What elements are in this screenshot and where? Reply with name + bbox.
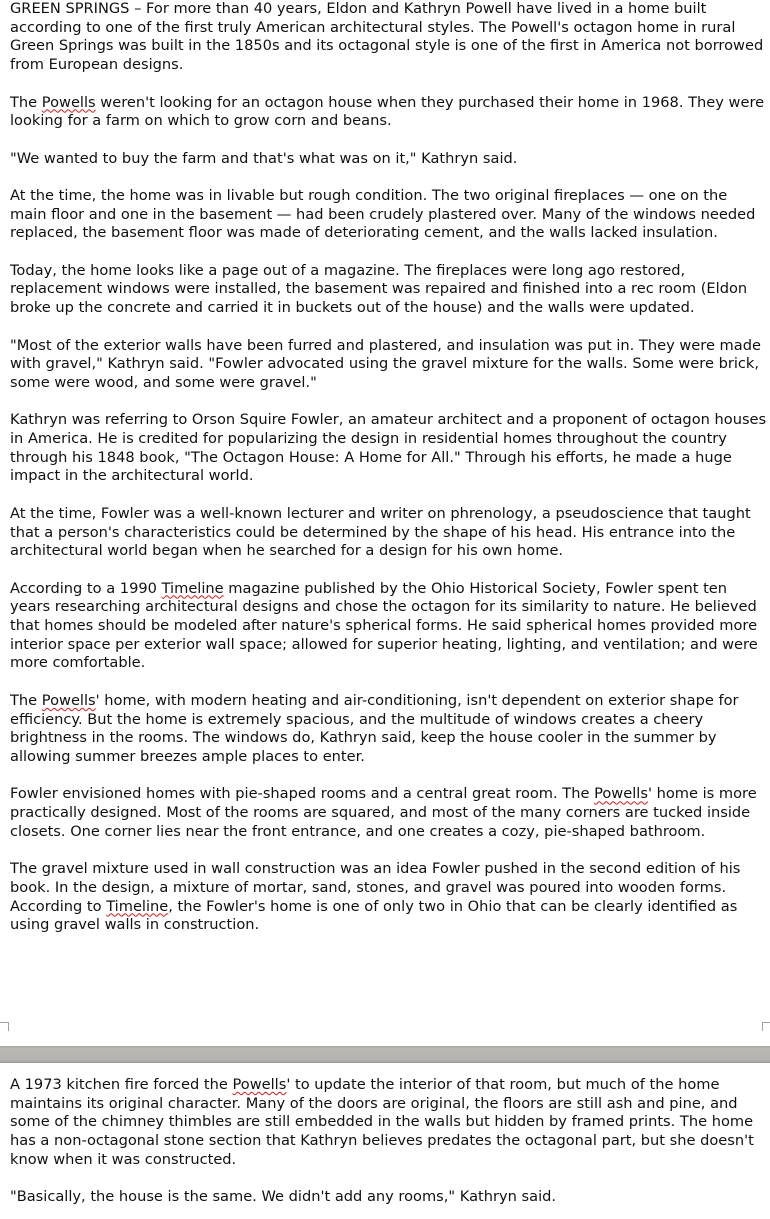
paragraph-9[interactable] (10, 580, 767, 674)
page-gap-divider (0, 1046, 770, 1063)
page-1-text[interactable] (10, 0, 767, 954)
text-run: magazine published by the Ohio Historical Society, Fowler spent ten years researching architectural designs and chose the octagon for its similarity to nature. He believed that homes should be modeled after nature's spherical forms. He said spherical homes provided more interior space per exterior wall space; allowed for superior heating, lighting, and ventilation; and were more comfortable. (10, 579, 758, 672)
page-corner-mark (762, 1022, 770, 1031)
page-corner-mark (0, 1022, 9, 1031)
page-2-text[interactable] (10, 1076, 767, 1219)
misspelled-word[interactable]: Powells (594, 785, 648, 803)
paragraph-5[interactable]: Today, the home looks like a page out of a magazine. The fireplaces were long ago restored, replacement windows were installed, the basement was repaired and finished into a rec room (Eldon broke up the concrete and carried it in buckets out of the house) and the walls were updated. (10, 261, 748, 317)
paragraph-1[interactable]: GREEN SPRINGS – For more than 40 years, Eldon and Kathryn Powell have lived in a home built according to one of the first truly American architectural styles. The Powell's octagon home in rural Green Springs was built in the 1850s and its octagonal style is one of the first in America not borrowed from European designs. (10, 0, 764, 74)
paragraph-14[interactable]: "Basically, the house is the same. We didn't add any rooms," Kathryn said. (10, 1188, 557, 1206)
paragraph-3[interactable]: "We wanted to buy the farm and that's what was on it," Kathryn said. (10, 149, 518, 167)
text-run: The (10, 691, 42, 709)
paragraph-12[interactable] (10, 860, 767, 935)
text-run: ' home, with modern heating and air-conditioning, isn't dependent on exterior shape for efficiency. But the home is extremely spacious, and the multitude of windows creates a cheery brightness in the rooms. The windows do, Kathryn said, keep the house cooler in the summer by allowing summer breezes ample places to enter. (10, 691, 739, 765)
paragraph-8[interactable]: At the time, Fowler was a well-known lecturer and writer on phrenology, a pseudoscience that taught that a person's characteristics could be determined by the shape of his head. His entrance into the architectural world began when he searched for a design for his own home. (10, 504, 751, 560)
document-page-2[interactable] (0, 1063, 770, 1219)
misspelled-word[interactable]: Powells (41, 691, 96, 709)
text-run: weren't looking for an octagon house when they purchased their home in 1968. They were looking for a farm on which to grow corn and beans. (10, 93, 765, 130)
text-run: A 1973 kitchen fire forced the (10, 1076, 233, 1093)
paragraph-2[interactable] (10, 94, 767, 131)
paragraph-10[interactable] (10, 692, 767, 767)
text-run: ' to update the interior of that room, but much of the home maintains its original character. Many of the doors are original, the floors are still ash and pine, and some of the chimney thimbles are still embedded in the walls but hidden by framed prints. The home has a non-octagonal stone section that Kathryn believes predates the octagonal part, but she doesn't know when it was constructed. (10, 1076, 754, 1168)
misspelled-word[interactable]: Powells (41, 93, 96, 111)
text-run: Fowler envisioned homes with pie-shaped rooms and a central great room. The (10, 785, 595, 803)
misspelled-word[interactable]: Powells (232, 1076, 287, 1093)
text-run: According to a 1990 (10, 579, 162, 597)
text-run: , the Fowler's home is one of only two in Ohio that can be clearly identified as using gravel walls in construction. (10, 897, 738, 934)
paragraph-11[interactable] (10, 785, 767, 841)
paragraph-13[interactable] (10, 1076, 767, 1170)
paragraph-6[interactable]: "Most of the exterior walls have been furred and plastered, and insulation was put in. They were made with gravel," Kathryn said. "Fowler advocated using the gravel mixture for the walls. Some were brick, some were wood, and some were gravel." (10, 336, 761, 391)
text-run: The gravel mixture used in wall construction was an idea Fowler pushed in the second edition of his book. In the design, a mixture of mortar, sand, stones, and gravel was poured into wooden forms. According to (10, 860, 741, 915)
paragraph-7[interactable]: Kathryn was referring to Orson Squire Fowler, an amateur architect and a proponent of octagon houses in America. He is credited for popularizing the design in residential homes throughout the country through his 1848 book, "The Octagon House: A Home for All." Through his efforts, he made a huge impact in the architectural world. (10, 411, 767, 485)
misspelled-word[interactable]: Timeline (161, 579, 224, 597)
paragraph-4[interactable]: At the time, the home was in livable but rough condition. The two original fireplaces — one on the main floor and one in the basement — had been crudely plastered over. Many of the windows needed replaced, the basement floor was made of deteriorating cement, and the walls lacked insulation. (10, 186, 756, 242)
text-run: ' home is more practically designed. Most of the rooms are squared, and most of the many corners are tucked inside closets. One corner lies near the front entrance, and one creates a cozy, pie-shaped bathroom. (10, 785, 757, 840)
misspelled-word[interactable]: Timeline (106, 897, 169, 915)
text-run: The (10, 93, 42, 111)
